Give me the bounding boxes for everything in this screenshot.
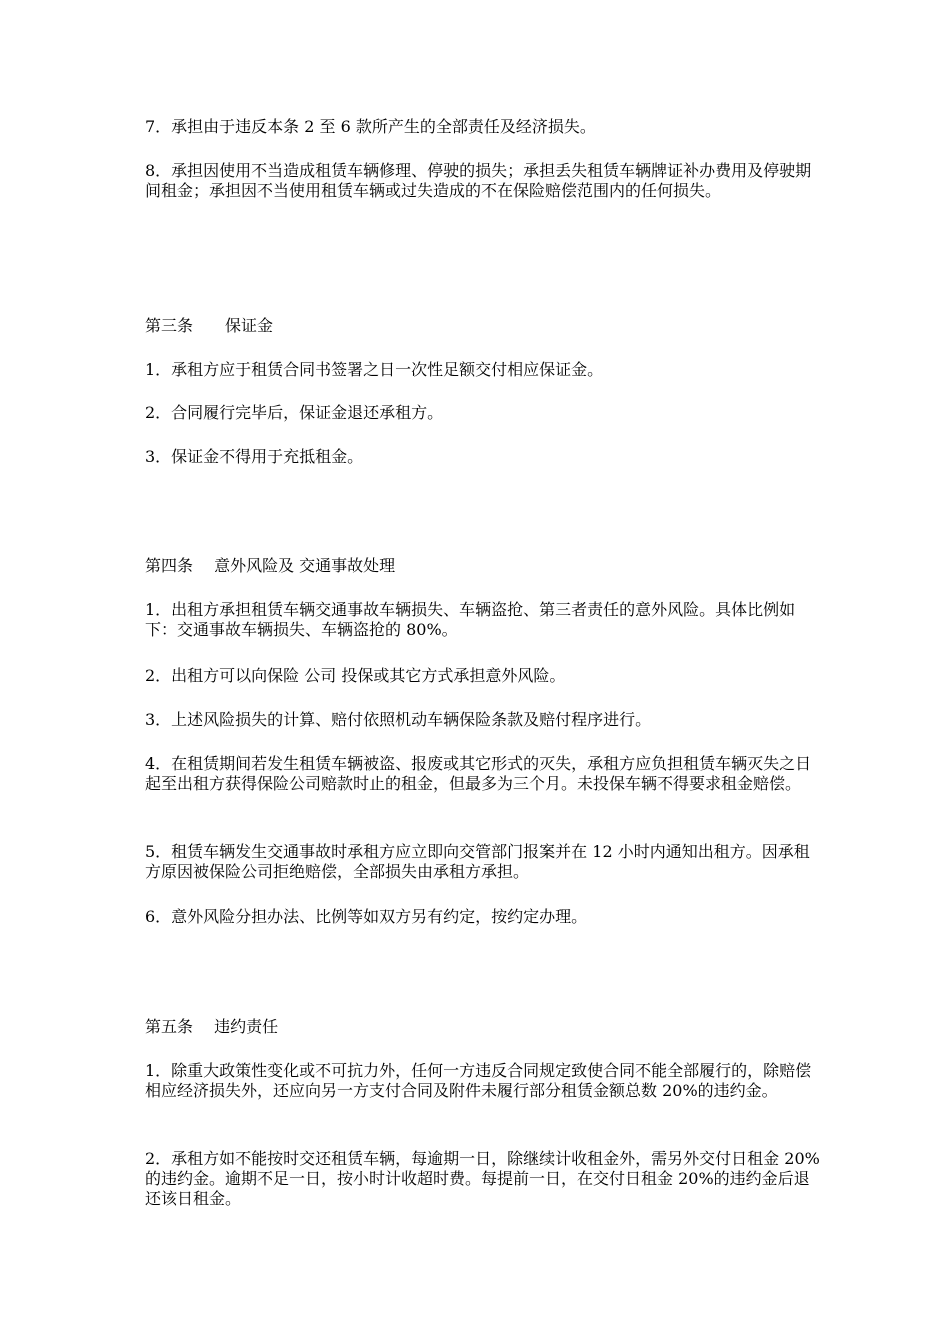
clause-4-item-2: 2．出租方可以向保险 公司 投保或其它方式承担意外风险。 <box>145 666 566 685</box>
clause-5-heading: 第五条 违约责任 <box>145 1017 279 1036</box>
clause-4-heading: 第四条 意外风险及 交通事故处理 <box>145 556 396 575</box>
clause-5-item-2: 2．承租方如不能按时交还租赁车辆，每逾期一日，除继续计收租金外，需另外交付日租金 20%的违约金。逾期不足一日，按小时计收超时费。每提前一日，在交付日租金 20%的违约金后退还该日租金。 <box>145 1149 820 1208</box>
clause-3-item-3: 3．保证金不得用于充抵租金。 <box>145 447 364 466</box>
clause-3-heading: 第三条 保证金 <box>145 316 274 335</box>
clause-4-item-3: 3．上述风险损失的计算、赔付依照机动车辆保险条款及赔付程序进行。 <box>145 710 652 729</box>
clause-3-item-1: 1．承租方应于租赁合同书签署之日一次性足额交付相应保证金。 <box>145 360 604 379</box>
clause-4-item-5: 5．租赁车辆发生交通事故时承租方应立即向交管部门报案并在 12 小时内通知出租方。因承租方原因被保险公司拒绝赔偿，全部损失由承租方承担。 <box>145 842 810 881</box>
clause-3-item-2: 2．合同履行完毕后，保证金退还承租方。 <box>145 403 444 422</box>
clause-4-item-4: 4．在租赁期间若发生租赁车辆被盗、报废或其它形式的灭失，承租方应负担租赁车辆灭失之日起至出租方获得保险公司赔款时止的租金，但最多为三个月。未投保车辆不得要求租金赔偿。 <box>145 754 812 793</box>
clause-2-item-8: 8．承担因使用不当造成租赁车辆修理、停驶的损失；承担丢失租赁车辆牌证补办费用及停驶期间租金；承担因不当使用租赁车辆或过失造成的不在保险赔偿范围内的任何损失。 <box>145 161 812 200</box>
clause-4-item-1: 1．出租方承担租赁车辆交通事故车辆损失、车辆盗抢、第三者责任的意外风险。具体比例如下：交通事故车辆损失、车辆盗抢的 80%。 <box>145 600 796 639</box>
clause-5-item-1: 1．除重大政策性变化或不可抗力外，任何一方违反合同规定致使合同不能全部履行的，除赔偿相应经济损失外，还应向另一方支付合同及附件未履行部分租赁金额总数 20%的违约金。 <box>145 1061 812 1100</box>
clause-2-item-7: 7．承担由于违反本条 2 至 6 款所产生的全部责任及经济损失。 <box>145 117 596 136</box>
clause-4-item-6: 6．意外风险分担办法、比例等如双方另有约定，按约定办理。 <box>145 907 588 926</box>
